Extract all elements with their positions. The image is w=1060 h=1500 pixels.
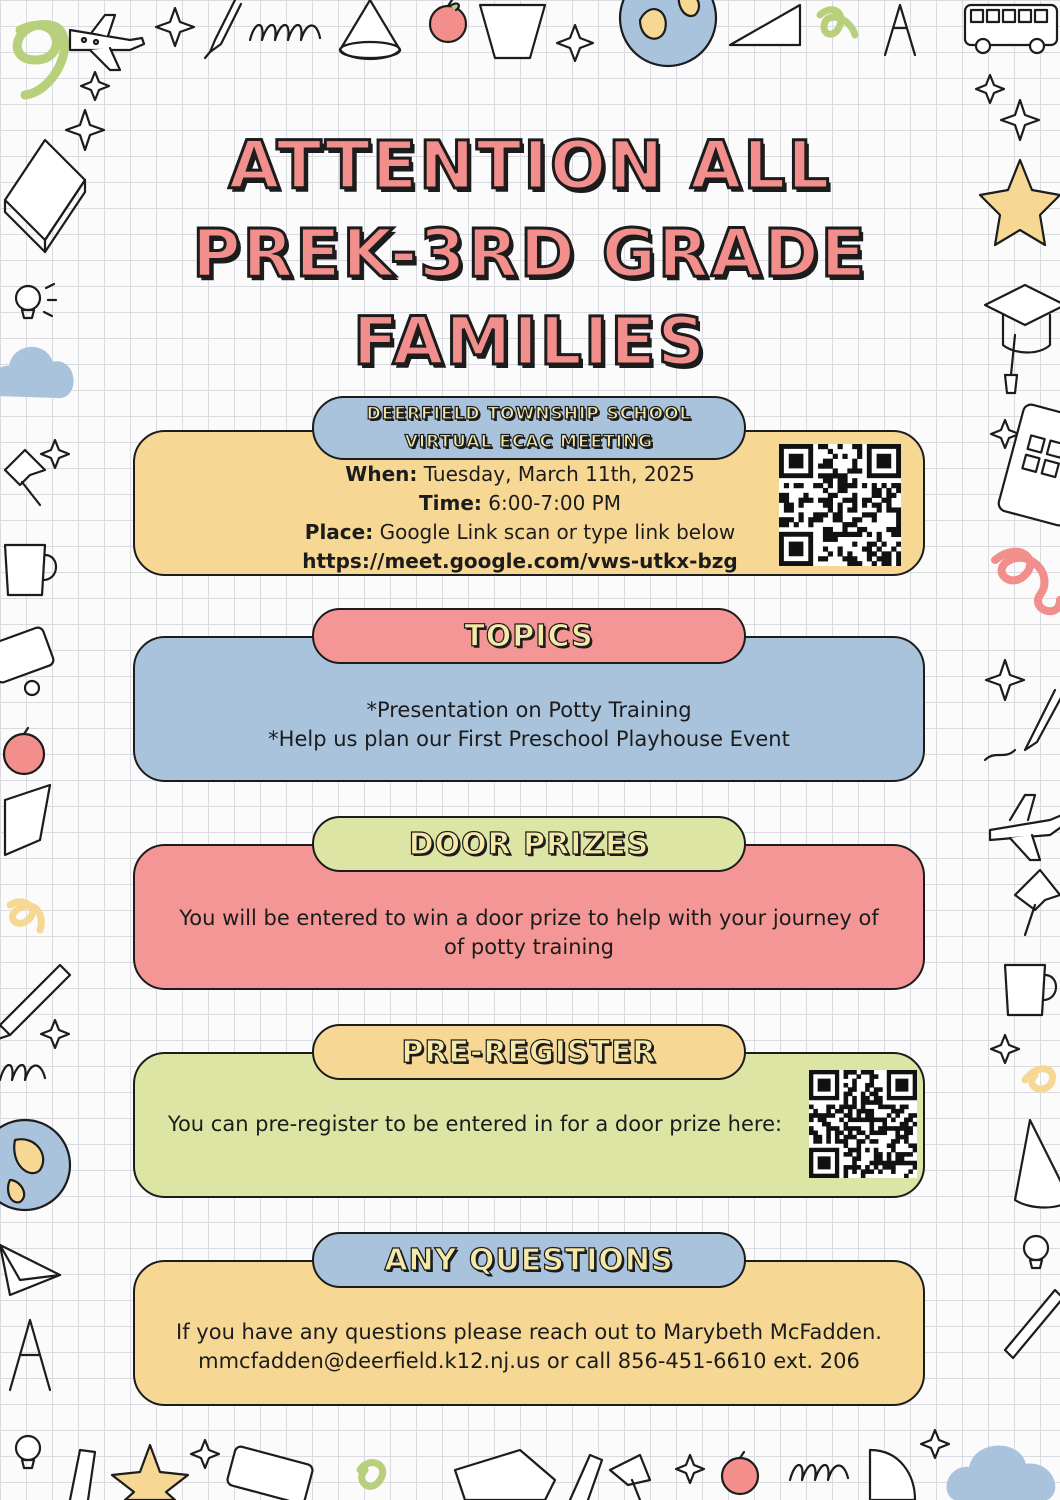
compass-icon <box>10 1320 50 1390</box>
prism-icon <box>5 785 50 855</box>
apple-icon <box>722 1452 758 1494</box>
sparkle-icon <box>986 660 1024 700</box>
loops-icon <box>985 750 1015 760</box>
meeting-header-line-1: DEERFIELD TOWNSHIP SCHOOL <box>366 404 692 424</box>
loops-icon <box>0 1065 45 1080</box>
topic-item-2: *Help us plan our First Preschool Playhouse Event <box>268 727 790 751</box>
door-prizes-line-1: You will be entered to win a door prize to help with your journey of <box>179 906 879 930</box>
star-icon <box>921 1430 949 1458</box>
star-icon <box>191 1440 219 1468</box>
lightbulb-icon <box>16 1436 40 1468</box>
lightbulb-icon <box>1024 1236 1048 1268</box>
qr-code-icon[interactable] <box>809 1070 917 1178</box>
apple-icon <box>4 728 44 774</box>
pencil-icon <box>205 0 241 58</box>
place-label: Place: <box>304 520 374 544</box>
door-prizes-text <box>135 904 923 962</box>
questions-text <box>135 1318 923 1376</box>
when-value: Tuesday, March 11th, 2025 <box>423 462 695 486</box>
bus-icon <box>965 5 1057 53</box>
bus-icon <box>226 1445 314 1500</box>
globe-icon <box>620 0 716 66</box>
time-label: Time: <box>419 491 482 515</box>
poster-title <box>0 122 1060 386</box>
sparkle-icon <box>676 1455 704 1483</box>
sparkle-icon <box>557 25 593 61</box>
pen-icon <box>1005 1290 1060 1358</box>
spiral-icon <box>17 25 64 95</box>
meeting-link[interactable]: https://meet.google.com/vws-utkx-bzg <box>302 549 738 573</box>
pencil-icon <box>70 1450 95 1500</box>
compass-icon <box>885 5 915 55</box>
prism-icon <box>480 5 545 58</box>
cloud-icon <box>948 1447 1055 1500</box>
triangle-ruler-icon <box>730 5 800 45</box>
when-label: When: <box>345 462 418 486</box>
bus-icon <box>0 626 55 695</box>
star-icon <box>976 75 1004 103</box>
apple-icon <box>430 0 466 42</box>
paper-plane-icon <box>0 1245 60 1295</box>
protractor-icon <box>870 1450 915 1500</box>
topic-item-1: *Presentation on Potty Training <box>366 698 692 722</box>
star-icon <box>81 72 109 100</box>
door-prizes-line-2: of potty training <box>443 935 615 959</box>
loops-icon <box>250 25 320 40</box>
topics-list <box>135 696 923 754</box>
star-icon <box>41 1020 69 1048</box>
pushpin-icon <box>610 1455 650 1500</box>
place-value: Google Link scan or type link below <box>379 520 736 544</box>
loops-icon <box>790 1465 848 1480</box>
time-value: 6:00-7:00 PM <box>488 491 621 515</box>
door-prizes-header: DOOR PRIZES <box>312 816 746 872</box>
meeting-header <box>312 396 746 460</box>
questions-line-1: If you have any questions please reach out to Marybeth McFadden. <box>176 1320 882 1344</box>
globe-icon <box>0 1120 70 1210</box>
cone-icon <box>340 0 400 59</box>
title-line-2: PREK-3RD GRADE <box>192 215 868 292</box>
book-icon <box>455 1450 555 1500</box>
qr-code-icon[interactable] <box>779 444 901 566</box>
cone-icon <box>1015 1120 1060 1208</box>
airplane-icon <box>990 795 1060 860</box>
preregister-header: PRE-REGISTER <box>312 1024 746 1080</box>
airplane-icon <box>70 15 144 70</box>
sparkle-icon <box>156 8 194 46</box>
pencil-icon <box>570 1455 602 1500</box>
preregister-text: You can pre-register to be entered in for a door prize here: <box>167 1112 783 1136</box>
title-line-1: ATTENTION ALL <box>228 127 832 204</box>
topics-header: TOPICS <box>312 608 746 664</box>
mug-icon <box>5 545 56 595</box>
questions-contact: mmcfadden@deerfield.k12.nj.us or call 856-451-6610 ext. 206 <box>198 1349 860 1373</box>
star-icon <box>112 1445 188 1500</box>
mug-icon <box>1005 965 1056 1015</box>
star-icon <box>41 440 69 468</box>
pushpin-icon <box>1015 870 1060 935</box>
pencil-icon <box>1025 690 1060 750</box>
title-line-3: FAMILIES <box>352 303 708 380</box>
meeting-header-line-2: VIRTUAL ECAC MEETING <box>404 432 654 452</box>
pushpin-icon <box>5 450 45 505</box>
star-icon <box>991 1035 1019 1063</box>
questions-header: ANY QUESTIONS <box>312 1232 746 1288</box>
